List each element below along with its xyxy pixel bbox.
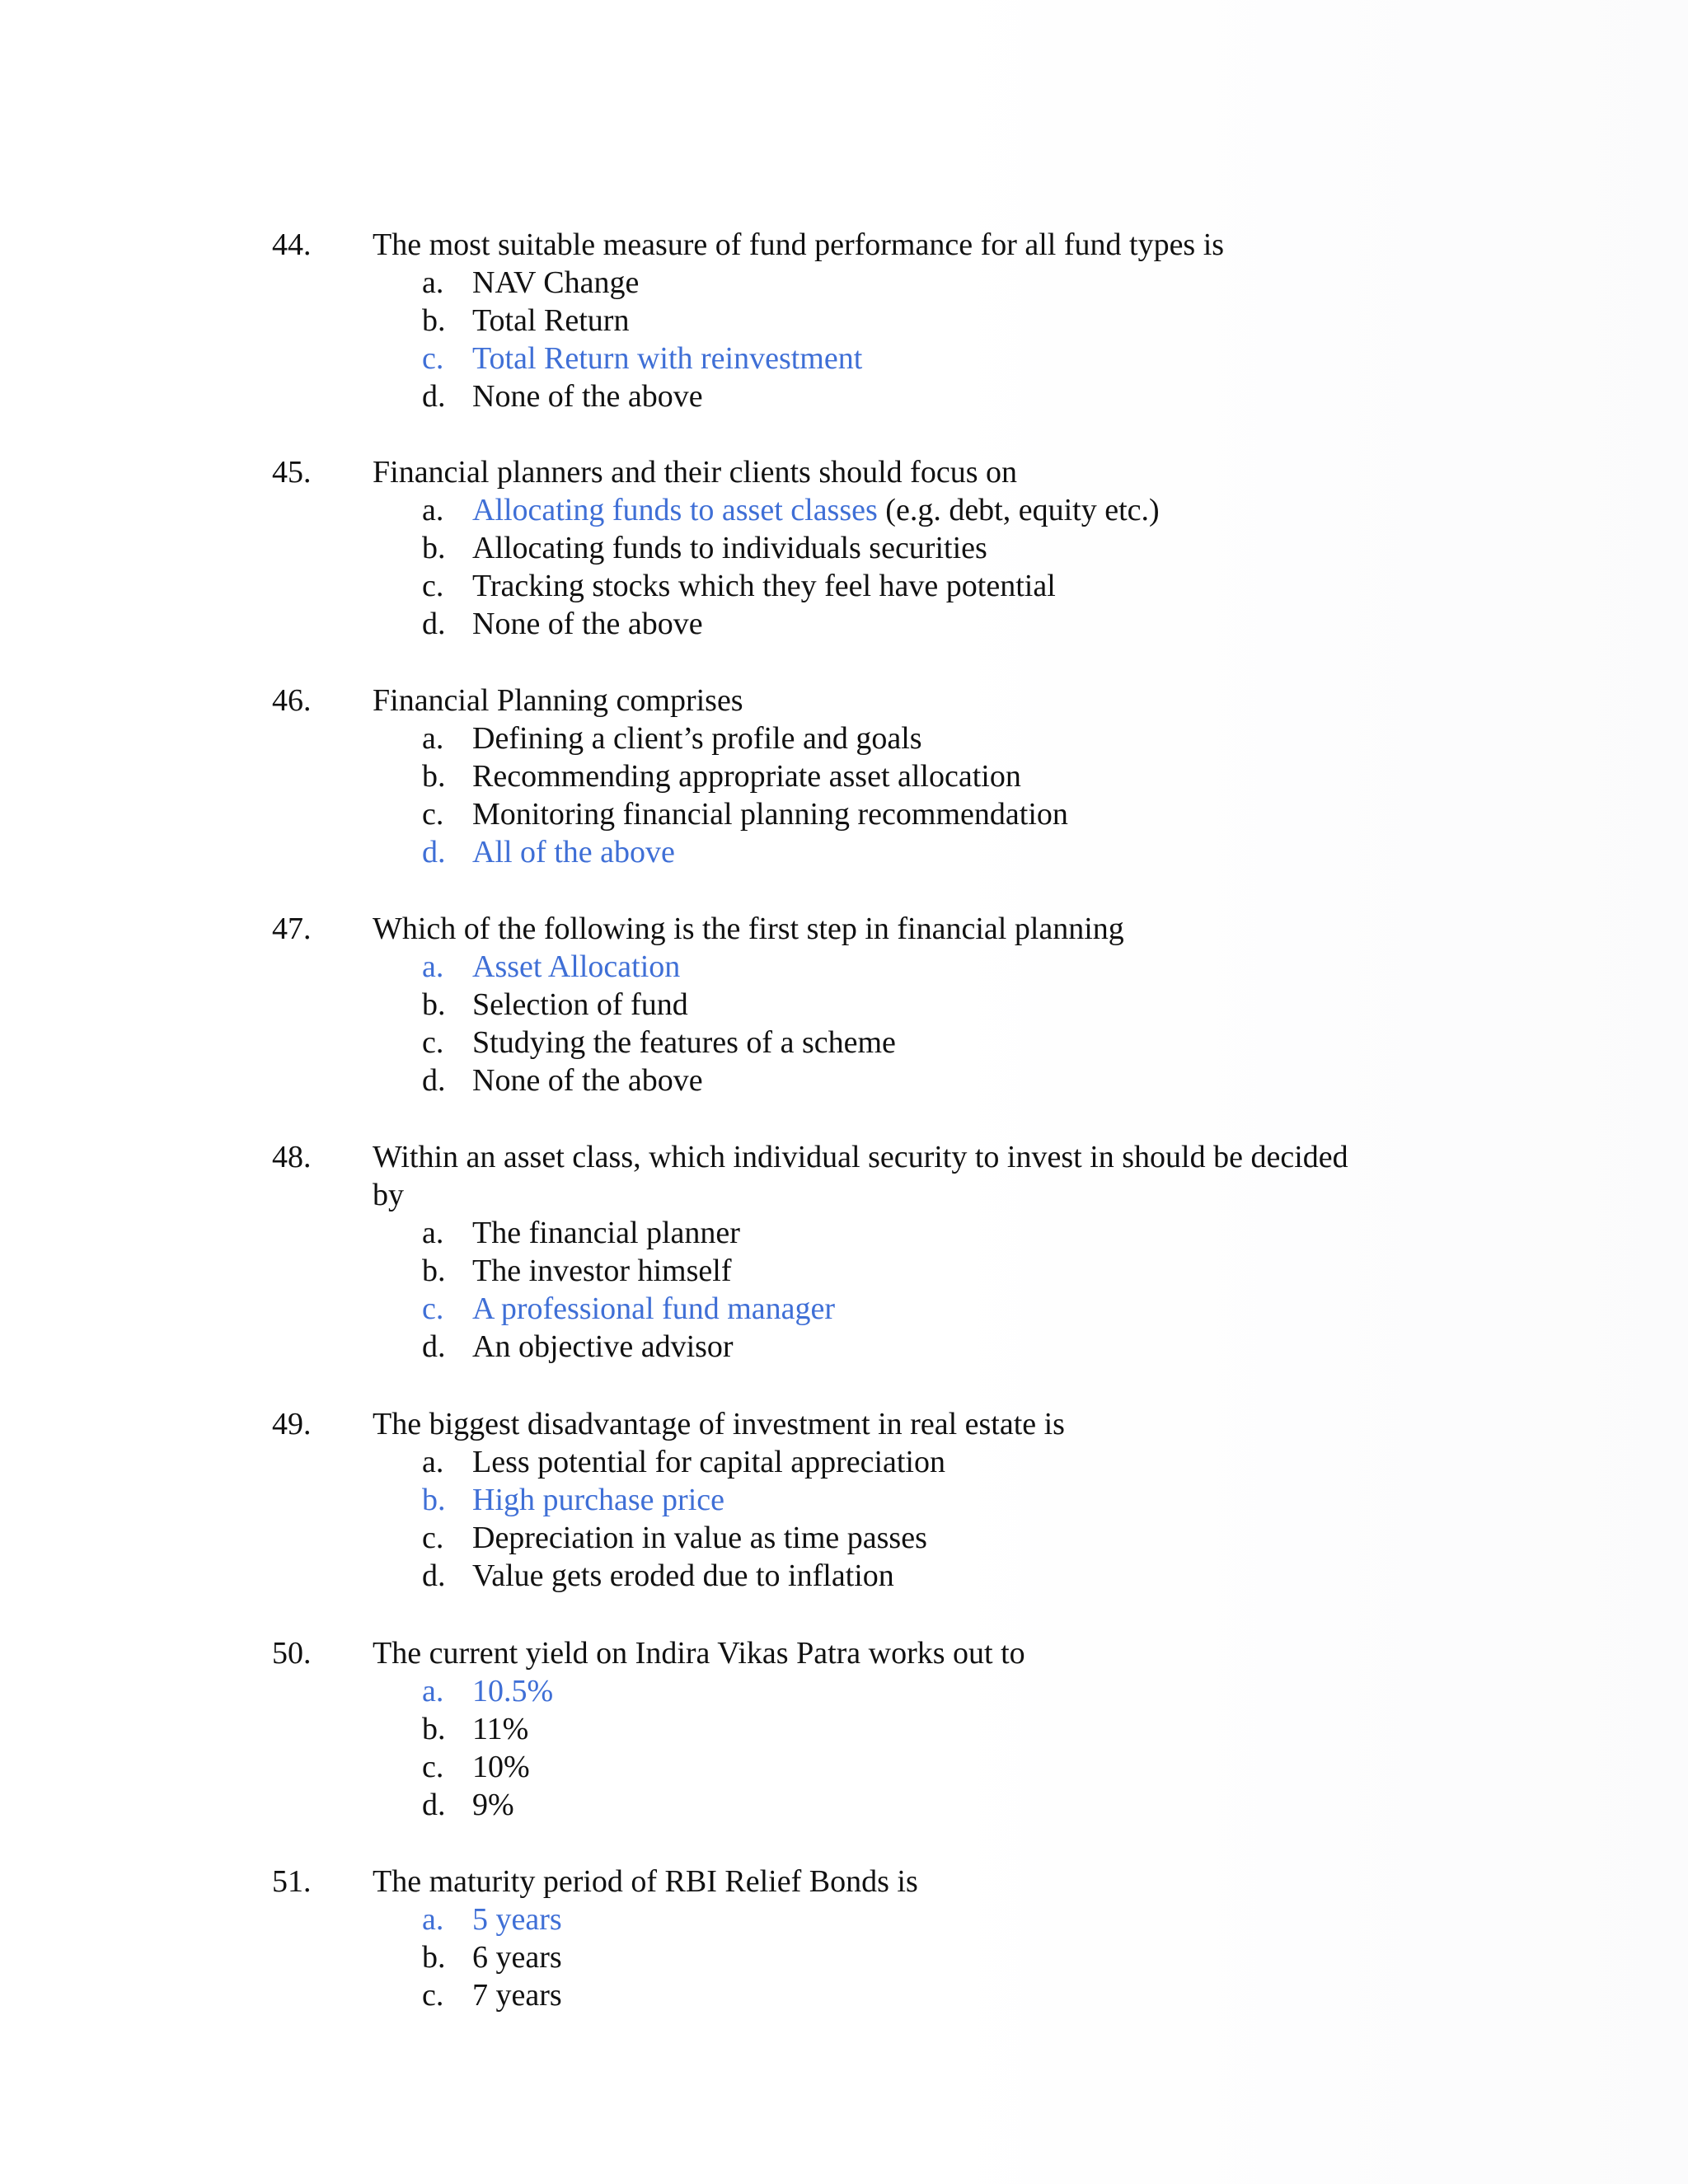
option-c-answer bbox=[0, 1290, 1688, 1328]
option-text: An objective advisor bbox=[472, 1329, 734, 1364]
option-text: Asset Allocation bbox=[472, 949, 681, 984]
option-a bbox=[0, 719, 1688, 757]
option-letter: d. bbox=[422, 379, 446, 414]
option-letter: c. bbox=[422, 1521, 444, 1555]
option-d bbox=[0, 605, 1688, 643]
option-text: Depreciation in value as time passes bbox=[472, 1521, 927, 1555]
question-number: 48. bbox=[272, 1140, 312, 1174]
question-header-continued bbox=[0, 1176, 1688, 1214]
option-letter: a. bbox=[422, 1445, 444, 1479]
option-letter: c. bbox=[422, 797, 444, 832]
option-c-answer bbox=[0, 340, 1688, 377]
option-text: Total Return bbox=[472, 303, 630, 338]
option-text: The financial planner bbox=[472, 1216, 740, 1250]
option-text: NAV Change bbox=[472, 265, 640, 300]
option-letter: c. bbox=[422, 341, 444, 376]
option-letter: a. bbox=[422, 1674, 444, 1708]
option-c bbox=[0, 1976, 1688, 2014]
option-letter: d. bbox=[422, 1063, 446, 1098]
option-c bbox=[0, 1748, 1688, 1786]
option-text: A professional fund manager bbox=[472, 1291, 836, 1326]
question-header bbox=[0, 453, 1688, 491]
option-b bbox=[0, 986, 1688, 1024]
option-letter: b. bbox=[422, 303, 446, 338]
question-text-line-2: by bbox=[373, 1178, 404, 1212]
option-text bbox=[472, 491, 1160, 529]
option-text: 10.5% bbox=[472, 1674, 554, 1708]
option-letter: a. bbox=[422, 493, 444, 527]
option-letter: a. bbox=[422, 1216, 444, 1250]
option-c bbox=[0, 567, 1688, 605]
option-text: Less potential for capital appreciation bbox=[472, 1445, 945, 1479]
question-number: 45. bbox=[272, 455, 312, 490]
option-text: Monitoring financial planning recommendation bbox=[472, 797, 1068, 832]
question-text: Which of the following is the first step in financial planning bbox=[373, 912, 1124, 946]
option-text: 6 years bbox=[472, 1940, 562, 1975]
option-c bbox=[0, 1519, 1688, 1557]
option-text: None of the above bbox=[472, 607, 703, 641]
option-letter: a. bbox=[422, 265, 444, 300]
option-letter: a. bbox=[422, 949, 444, 984]
option-text: 5 years bbox=[472, 1902, 562, 1937]
option-letter: b. bbox=[422, 759, 446, 794]
question-number: 47. bbox=[272, 912, 312, 946]
question-header bbox=[0, 226, 1688, 264]
question-50 bbox=[0, 1634, 1688, 1824]
question-45 bbox=[0, 453, 1688, 643]
option-letter: b. bbox=[422, 987, 446, 1022]
option-text: Studying the features of a scheme bbox=[472, 1025, 896, 1060]
option-text: Defining a client’s profile and goals bbox=[472, 721, 922, 756]
option-a bbox=[0, 264, 1688, 302]
option-text: Value gets eroded due to inflation bbox=[472, 1558, 894, 1593]
question-text: The maturity period of RBI Relief Bonds is bbox=[373, 1864, 918, 1899]
option-b bbox=[0, 302, 1688, 340]
option-letter: b. bbox=[422, 1483, 446, 1517]
question-48 bbox=[0, 1138, 1688, 1366]
option-d bbox=[0, 1062, 1688, 1099]
option-d bbox=[0, 1786, 1688, 1824]
option-text: Tracking stocks which they feel have potential bbox=[472, 569, 1056, 603]
option-letter: a. bbox=[422, 1902, 444, 1937]
question-number: 46. bbox=[272, 683, 312, 718]
option-letter: d. bbox=[422, 1788, 446, 1822]
option-text: Selection of fund bbox=[472, 987, 688, 1022]
question-header bbox=[0, 1634, 1688, 1672]
question-44 bbox=[0, 226, 1688, 415]
question-header bbox=[0, 910, 1688, 948]
question-number: 49. bbox=[272, 1407, 312, 1441]
option-a-answer bbox=[0, 491, 1688, 529]
option-d bbox=[0, 1557, 1688, 1595]
option-letter: c. bbox=[422, 569, 444, 603]
option-c bbox=[0, 795, 1688, 833]
option-text: 11% bbox=[472, 1712, 529, 1746]
option-letter: d. bbox=[422, 1558, 446, 1593]
question-text: The current yield on Indira Vikas Patra works out to bbox=[373, 1636, 1025, 1671]
option-text: High purchase price bbox=[472, 1483, 724, 1517]
option-a bbox=[0, 1214, 1688, 1252]
question-number: 50. bbox=[272, 1636, 312, 1671]
question-51 bbox=[0, 1863, 1688, 2014]
question-header bbox=[0, 1138, 1688, 1176]
question-47 bbox=[0, 910, 1688, 1099]
question-text: The biggest disadvantage of investment in real estate is bbox=[373, 1407, 1065, 1441]
option-letter: b. bbox=[422, 1254, 446, 1288]
option-letter: b. bbox=[422, 1712, 446, 1746]
option-letter: c. bbox=[422, 1750, 444, 1784]
option-text: 7 years bbox=[472, 1978, 562, 2013]
option-letter: d. bbox=[422, 1329, 446, 1364]
option-text: 9% bbox=[472, 1788, 514, 1822]
option-text: None of the above bbox=[472, 1063, 703, 1098]
option-letter: c. bbox=[422, 1025, 444, 1060]
option-d bbox=[0, 377, 1688, 415]
option-text: 10% bbox=[472, 1750, 530, 1784]
question-49 bbox=[0, 1405, 1688, 1595]
option-letter: b. bbox=[422, 1940, 446, 1975]
question-number: 51. bbox=[272, 1864, 312, 1899]
option-b-answer bbox=[0, 1481, 1688, 1519]
option-text: Total Return with reinvestment bbox=[472, 341, 863, 376]
option-b bbox=[0, 529, 1688, 567]
option-b bbox=[0, 1252, 1688, 1290]
option-a-answer bbox=[0, 1672, 1688, 1710]
question-text: Financial planners and their clients should focus on bbox=[373, 455, 1017, 490]
question-header bbox=[0, 1405, 1688, 1443]
option-b bbox=[0, 1710, 1688, 1748]
option-letter: c. bbox=[422, 1291, 444, 1326]
question-text-line-1: Within an asset class, which individual security to invest in should be decided bbox=[373, 1140, 1348, 1174]
question-46 bbox=[0, 682, 1688, 871]
option-a bbox=[0, 1443, 1688, 1481]
question-header bbox=[0, 1863, 1688, 1900]
question-header bbox=[0, 682, 1688, 719]
option-text: All of the above bbox=[472, 835, 675, 869]
option-text-highlight: Allocating funds to asset classes bbox=[472, 493, 878, 527]
option-a-answer bbox=[0, 1900, 1688, 1938]
question-text: The most suitable measure of fund performance for all fund types is bbox=[373, 227, 1225, 262]
option-a-answer bbox=[0, 948, 1688, 986]
option-text: The investor himself bbox=[472, 1254, 732, 1288]
option-b bbox=[0, 1938, 1688, 1976]
option-b bbox=[0, 757, 1688, 795]
option-text-rest: (e.g. debt, equity etc.) bbox=[877, 493, 1160, 527]
option-letter: c. bbox=[422, 1978, 444, 2013]
option-letter: d. bbox=[422, 607, 446, 641]
option-d bbox=[0, 1328, 1688, 1366]
option-d-answer bbox=[0, 833, 1688, 871]
option-letter: d. bbox=[422, 835, 446, 869]
option-text: Allocating funds to individuals securities bbox=[472, 531, 987, 565]
option-c bbox=[0, 1024, 1688, 1062]
option-text: Recommending appropriate asset allocation bbox=[472, 759, 1021, 794]
question-text: Financial Planning comprises bbox=[373, 683, 743, 718]
option-letter: b. bbox=[422, 531, 446, 565]
option-text: None of the above bbox=[472, 379, 703, 414]
question-number: 44. bbox=[272, 227, 312, 262]
option-letter: a. bbox=[422, 721, 444, 756]
